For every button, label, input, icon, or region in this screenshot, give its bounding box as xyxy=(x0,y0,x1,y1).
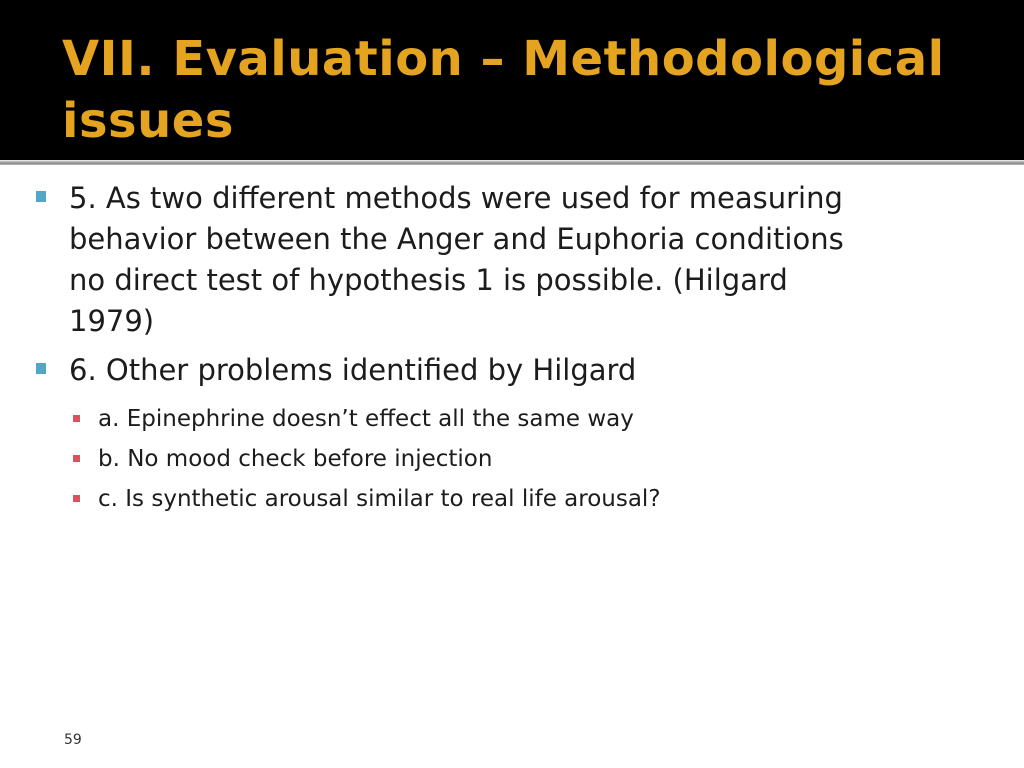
slide-number: 59 xyxy=(64,732,82,748)
slide-body xyxy=(0,178,1024,519)
title-bar xyxy=(0,0,1024,160)
sub-bullet-text: a. Epinephrine doesn’t effect all the same way xyxy=(98,406,634,432)
square-bullet-icon xyxy=(73,455,80,462)
square-bullet-icon xyxy=(73,495,80,502)
sub-bullet-text: b. No mood check before injection xyxy=(98,446,493,472)
square-bullet-icon xyxy=(73,415,80,422)
slide-title: VII. Evaluation – Methodological issues xyxy=(62,31,945,149)
sub-bullet-item xyxy=(0,479,898,519)
bullet-item xyxy=(0,350,869,391)
square-bullet-icon xyxy=(36,363,46,374)
square-bullet-icon xyxy=(36,191,46,202)
bullet-text: 5. As two different methods were used for measuring behavior between the Anger and Euphoria conditions no direct test of hypothesis 1 is possible. (Hilgard 1979) xyxy=(69,181,844,338)
bullet-item xyxy=(0,178,869,342)
title-divider xyxy=(0,160,1024,165)
sub-bullet-item xyxy=(0,399,898,439)
sub-bullet-item xyxy=(0,439,898,479)
sub-bullet-text: c. Is synthetic arousal similar to real life arousal? xyxy=(98,486,661,512)
bullet-text: 6. Other problems identified by Hilgard xyxy=(69,353,637,387)
